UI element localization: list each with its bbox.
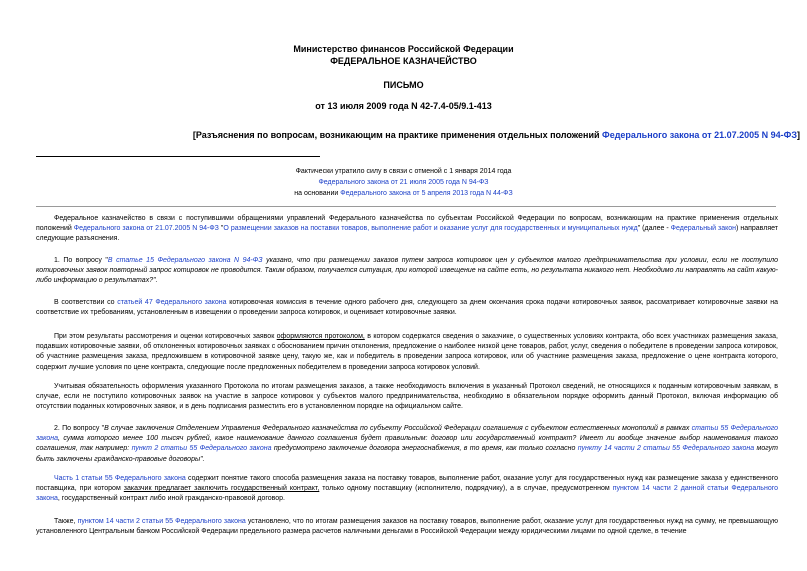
- text-span: , государственный контракт либо иной гражданско-правовой договор.: [57, 495, 286, 503]
- status-note-law-94-link[interactable]: Федерального закона от 21 июля 2005 года N 94-ФЗ: [318, 179, 489, 186]
- question-text: , сумма которого менее 100 тысяч рублей, какое наименование данного соглашения будет правильным: договор или государственный контракт? Имеет ли вообще значение выбор наименования такого соглашения, так например:: [36, 435, 778, 453]
- law-short-link[interactable]: Федеральный закон: [670, 225, 737, 233]
- text-span: котировочная комиссия в течение одного рабочего дня, следующего за днем окончания срока подачи котировочных заявок, рассматривает котировочные заявки на соответствие их требованиям, установленным в извещении о проведении запроса котировок, и оценивает котировочные заявки.: [36, 299, 778, 317]
- paragraph-intro: [36, 214, 778, 245]
- paragraph-question-2: [36, 424, 778, 465]
- law-title-link[interactable]: О размещении заказов на поставки товаров, выполнение работ и оказание услуг для государственных и муниципальных нужд: [223, 225, 638, 233]
- document-type: ПИСЬМО: [383, 80, 424, 90]
- ministry-name: Министерство финансов Российской Федерации: [293, 44, 514, 54]
- text-span: При этом результаты рассмотрения и оценки котировочных заявок: [54, 333, 277, 340]
- question-text: указано, что при размещении заказов путем запроса котировок цен у субъектов малого предпринимательства при условии, если не поступило котировочных заявок повторный запрос котировок не проводится. Таким образом, получается ситуация, при которой извещение на сайте есть, но результата никакого нет. Необходимо ли направлять на сайт какую-либо информацию о результатах?".: [36, 257, 778, 285]
- paragraph-protocol-obligation: Учитывая обязательность оформления указанного Протокола по итогам размещения заказов, а также необходимость включения в указанный Протокол сведений, не относящихся к поданным котировочным заявкам, в случае, если не поступило котировочных заявок на участие в запросе котировок у субъектов малого предпринимательства, необходимо в обязательном порядке оформить данный Протокол, включая информацию об отсутствии поданных котировочных заявок, и в день подписания разместить его в установленном порядке на официальном сайте.: [36, 383, 778, 411]
- paragraph-question-1: [36, 256, 778, 287]
- question-text: предусмотрено заключение договора энергоснабжения, в то время, как только согласно: [271, 445, 578, 453]
- text-span: ) направляет следующие разъяснения.: [36, 225, 778, 243]
- text-span: Также,: [54, 518, 78, 525]
- status-note-line1: Фактически утратило силу в связи с отменой с 1 января 2014 года: [295, 168, 512, 175]
- question-text: могут быть заключены гражданско-правовые договоры".: [36, 445, 778, 463]
- status-note-law-44-link[interactable]: Федерального закона от 5 апреля 2013 года N 44-ФЗ: [340, 190, 513, 197]
- article-15-link[interactable]: В статье 15 Федерального закона N 94-ФЗ: [107, 257, 263, 264]
- header-divider: [36, 156, 320, 157]
- subject-text: [Разъяснения по вопросам, возникающим на практике применения отдельных положений: [192, 130, 603, 140]
- status-note-prefix: на основании: [294, 190, 341, 197]
- document-date-number: от 13 июля 2009 года N 42-7.4-05/9.1-413: [315, 101, 492, 111]
- document-subject: [40, 130, 800, 140]
- text-span: 1. По вопросу ": [54, 257, 108, 264]
- law-link[interactable]: Федерального закона от 21.07.2005 N 94-ФЗ: [73, 225, 219, 233]
- question-text: В случае заключения Отделением Управления Федерального казначейства по субъекту Российской Федерации соглашения с субъектом естественных монополий в рамках: [104, 425, 692, 432]
- subject-close: ]: [797, 130, 800, 140]
- article-55-item-2-link[interactable]: пункт 2 статьи 55 Федерального закона: [131, 445, 272, 453]
- article-55-item-14-link[interactable]: пункту 14 части 2 статьи 55 Федерального закона: [577, 445, 755, 453]
- article-55-link[interactable]: статьи 55 Федерального закона: [36, 425, 778, 443]
- article-47-link[interactable]: статьей 47 Федерального закона: [117, 299, 227, 306]
- underlined-text: заказчик предлагает заключить государственный контракт,: [123, 485, 320, 493]
- item-14-link[interactable]: пунктом 14 части 2 статьи 55 Федерального закона: [77, 518, 246, 525]
- agency-name: ФЕДЕРАЛЬНОЕ КАЗНАЧЕЙСТВО: [330, 56, 477, 66]
- status-note-line2: [0, 178, 807, 188]
- text-span: в котором содержатся сведения о заказчике, о существенных условиях контракта, обо всех участниках размещения заказа, подавших котировочные заявки, об отклоненных котировочных заявках с обоснованием причин отклонения, предложение о наиболее низкой цене товаров, работ, услуг, сведения о победителе в проведении запроса котировок, об участнике размещения заказа, предложившем в котировочной заявке цену, такую же, как и победитель в проведении запроса котировок, или об участнике размещения заказа, предложение о цене контракта которого, содержит лучшие условия по цене контракта, следующие после предложенных победителем в проведении запроса котировок условий.: [36, 333, 778, 371]
- paragraph-item-14: [36, 517, 778, 537]
- text-span: содержит понятие такого способа размещения заказа на поставку товаров, выполнение работ, оказание услуг для государственных нужд как размещение заказа у единственного поставщика, при котором: [36, 475, 778, 493]
- text-span: 2. По вопросу ": [54, 425, 105, 432]
- underlined-text: оформляются протоколом,: [276, 333, 365, 340]
- text-span: только одному поставщику (исполнителю, подрядчику), а в случае, предусмотренном: [319, 485, 613, 493]
- text-span: установлено, что по итогам размещения заказов на поставку товаров, выполнение работ, оказание услуг для государственных нужд на сумму, не превышающую установленного Центральным банком Российской Федерации предельного размера расчетов наличными деньгами в Российской Федерации между юридическими лицами по одной сделке, в течение: [36, 518, 778, 536]
- subject-law-link[interactable]: Федерального закона от 21.07.2005 N 94-ФЗ: [602, 130, 797, 140]
- text-span: В соответствии со: [54, 299, 118, 306]
- article-55-part-1-link[interactable]: Часть 1 статьи 55 Федерального закона: [54, 475, 186, 482]
- paragraph-article-47: [36, 298, 778, 318]
- text-span: ": [218, 225, 224, 233]
- text-span: " (далее -: [637, 225, 671, 233]
- status-note-line3: [0, 189, 807, 199]
- note-divider: [36, 206, 776, 207]
- paragraph-article-55-part-1: [36, 474, 778, 505]
- text-span: Федеральное казначейство в связи с поступившими обращениями управлений Федерального казначейства по субъектам Российской Федерации по вопросам, возникающим на практике применения отдельных положений: [36, 215, 778, 233]
- item-14-part-2-link[interactable]: пунктом 14 части 2 данной статьи Федерального закона: [36, 485, 779, 503]
- paragraph-protocol: [36, 332, 778, 373]
